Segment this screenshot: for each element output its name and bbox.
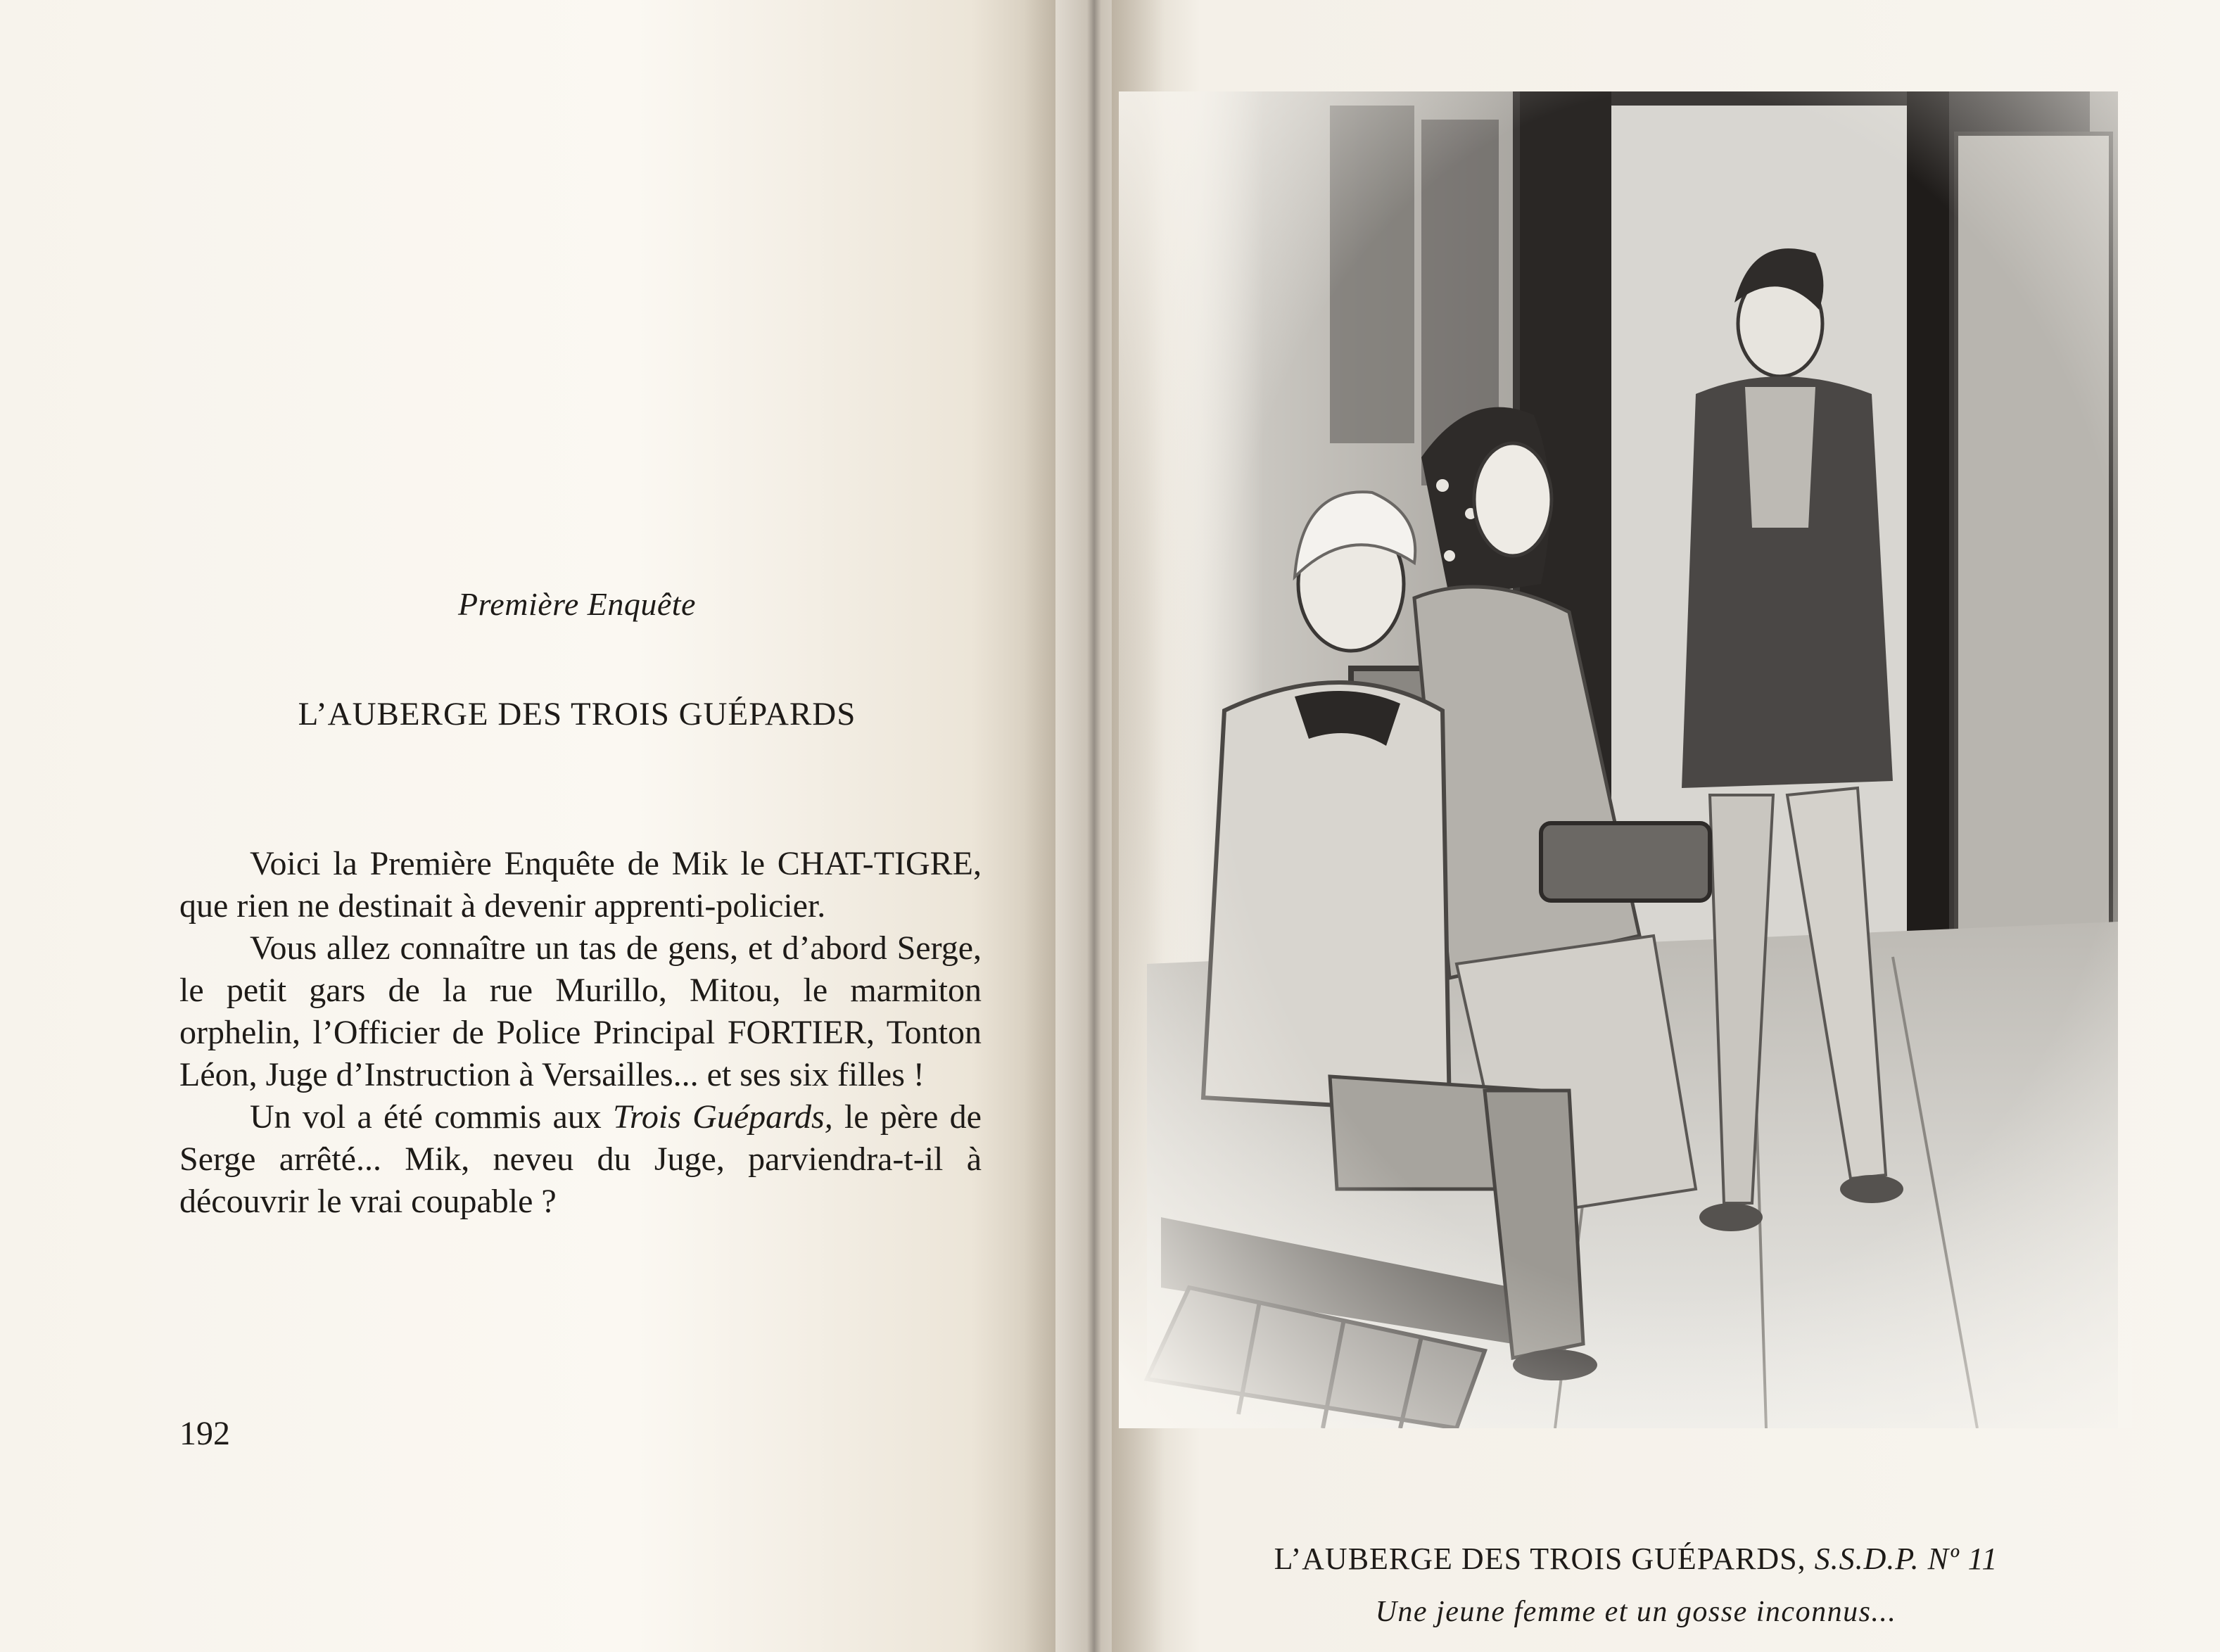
paragraph-1: Voici la Première Enquête de Mik le CHAT-TIGRE, que rien ne destinait à devenir apprenti-policier. (179, 845, 982, 925)
paragraph-3-italic: Trois Guépards, (612, 1098, 833, 1136)
caption-subtitle: Une jeune femme et un gosse inconnus... (1375, 1596, 1897, 1628)
paragraph-3-end: le père de Serge arrêté... Mik, neveu du Juge, parviendra-t-il à découvrir le vrai coupable ? (179, 1098, 982, 1220)
paragraph-3-start: Un vol a été commis aux (250, 1098, 613, 1136)
paragraph-2: Vous allez connaître un tas de gens, et d’abord Serge, le petit gars de la rue Murillo, Mitou, le marmiton orphelin, l’Officier de Police Principal FORTIER, Tonton Léon, Juge d’Instruction à Versailles... et ses six filles ! (179, 929, 982, 1093)
caption-title (1182, 1541, 2090, 1577)
caption-series-number: S.S.D.P. Nº 11 (1814, 1542, 1998, 1576)
paragraph-3 (179, 1096, 982, 1223)
caption-book-title: L’AUBERGE DES TROIS GUÉPARDS, (1274, 1542, 1806, 1576)
chapter-kicker: Première Enquête (458, 586, 696, 622)
illustration-caption (1182, 1541, 2090, 1629)
page-number: 192 (179, 1415, 230, 1452)
body-text (179, 843, 982, 1223)
illustration (1119, 91, 2132, 1428)
chapter-title: L’AUBERGE DES TROIS GUÉPARDS (298, 696, 856, 732)
left-page (0, 0, 1055, 1652)
